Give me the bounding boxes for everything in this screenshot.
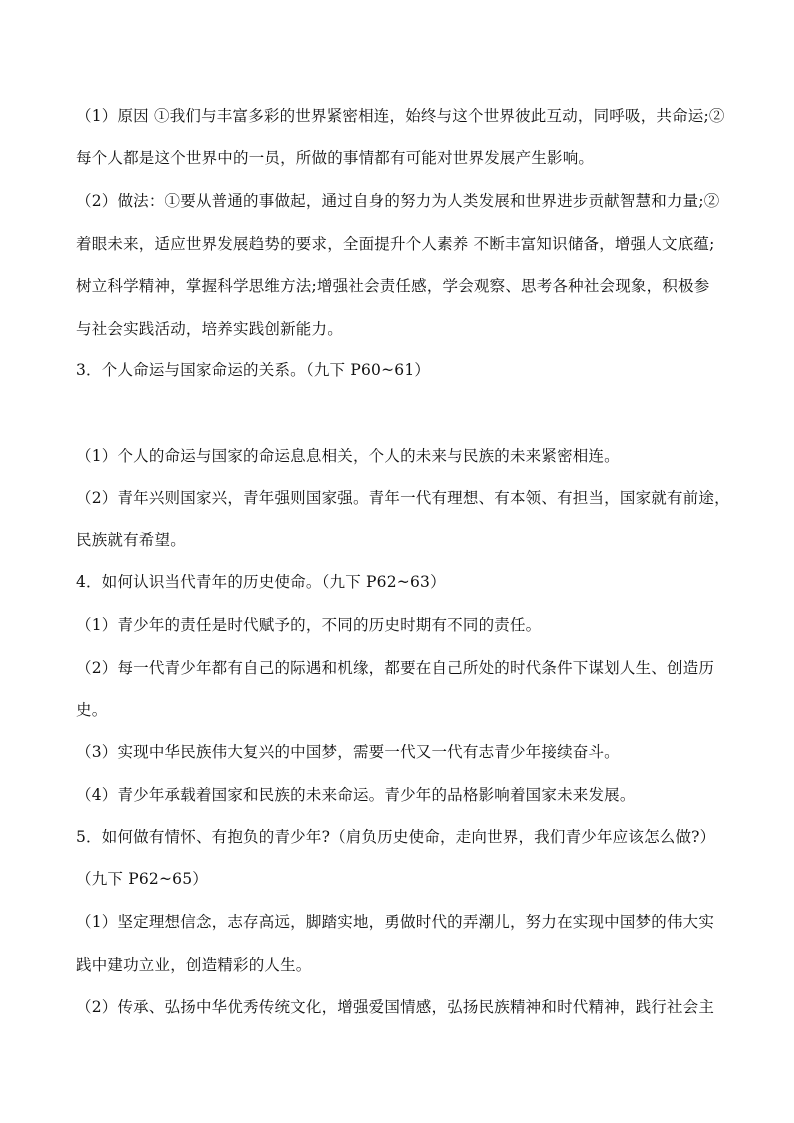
text-line: 与社会实践活动，培养实践创新能力。	[76, 320, 343, 338]
text-line: （1）青少年的责任是时代赋予的，不同的历史时期有不同的责任。	[76, 616, 542, 634]
text-line: （1）坚定理想信念，志存高远，脚踏实地，勇做时代的弄潮儿，努力在实现中国梦的伟大实	[76, 913, 715, 931]
text-line: （4）青少年承载着国家和民族的未来命运。青少年的品格影响着国家未来发展。	[76, 786, 636, 804]
section-heading: 3．个人命运与国家命运的关系。（九下 P60~61）	[76, 361, 431, 379]
text-line: （1）原因 ①我们与丰富多彩的世界紧密相连，始终与这个世界彼此互动，同呼吸，共命运;②	[76, 107, 725, 125]
text-line: （3）实现中华民族伟大复兴的中国梦，需要一代又一代有志青少年接续奋斗。	[76, 743, 620, 761]
text-line: 着眼未来，适应世界发展趋势的要求，全面提升个人素养 不断丰富知识储备，增强人文底蕴;	[76, 235, 715, 253]
text-line: （1）个人的命运与国家的命运息息相关，个人的未来与民族的未来紧密相连。	[76, 447, 620, 465]
text-line: （2）做法：①要从普通的事做起，通过自身的努力为人类发展和世界进步贡献智慧和力量;②	[76, 192, 720, 210]
text-line: （2）传承、弘扬中华优秀传统文化，增强爱国情感，弘扬民族精神和时代精神，践行社会主	[76, 998, 715, 1016]
text-line: （九下 P62~65）	[76, 870, 208, 888]
section-heading: 4．如何认识当代青年的历史使命。（九下 P62~63）	[76, 573, 446, 591]
text-line: 民族就有希望。	[76, 531, 186, 549]
text-line: （2）青年兴则国家兴，青年强则国家强。青年一代有理想、有本领、有担当，国家就有前途，	[76, 489, 730, 507]
text-line: 史。	[76, 701, 108, 719]
text-line: （2）每一代青少年都有自己的际遇和机缘，都要在自己所处的时代条件下谋划人生、创造历	[76, 659, 715, 677]
section-heading: 5．如何做有情怀、有抱负的青少年?（肩负历史使命，走向世界，我们青少年应该怎么做?）	[76, 828, 716, 846]
text-line: 践中建功立业，创造精彩的人生。	[76, 956, 312, 974]
text-line: 每个人都是这个世界中的一员，所做的事情都有可能对世界发展产生影响。	[76, 149, 595, 167]
text-line: 树立科学精神，掌握科学思维方法;增强社会责任感，学会观察、思考各种社会现象，积极参	[76, 277, 710, 295]
